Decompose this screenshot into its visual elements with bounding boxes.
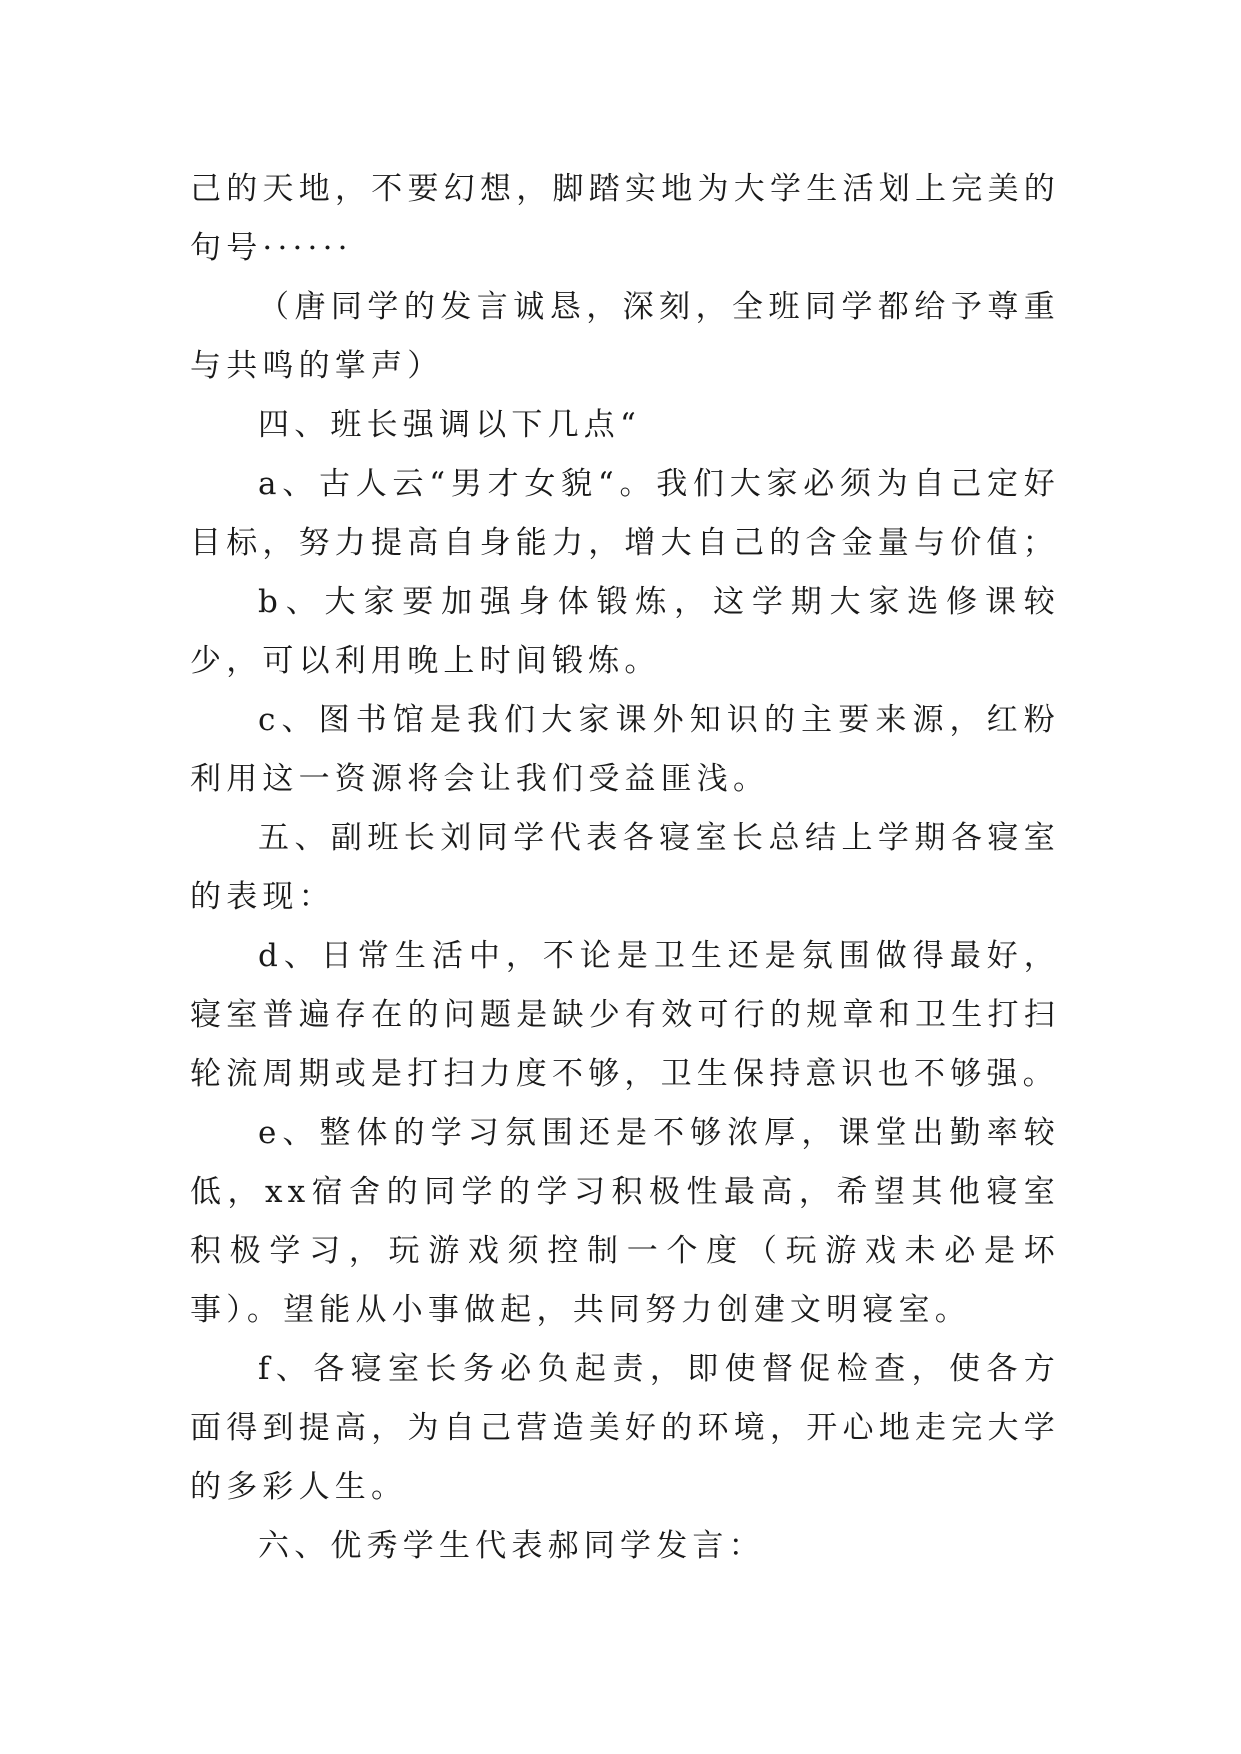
paragraph-item-a: a、古人云“男才女貌“。我们大家必须为自己定好目标，努力提高自身能力，增大自己的含金量与价值； — [190, 466, 1060, 561]
paragraph-section-five-heading: 五、副班长刘同学代表各寝室长总结上学期各寝室的表现： — [190, 820, 1060, 915]
paragraph-item-f: f、各寝室长务必负起责，即使督促检查，使各方面得到提高，为自己营造美好的环境，开心地走完大学的多彩人生。 — [190, 1351, 1060, 1505]
paragraph-continuation: 己的天地，不要幻想，脚踏实地为大学生活划上完美的句号······ — [190, 171, 1060, 266]
paragraph-item-c: c、图书馆是我们大家课外知识的主要来源，红粉利用这一资源将会让我们受益匪浅。 — [190, 702, 1060, 797]
paragraph-audience-reaction: （唐同学的发言诚恳，深刻，全班同学都给予尊重与共鸣的掌声） — [190, 289, 1060, 384]
document-body — [190, 160, 1060, 1576]
paragraph-item-b: b、大家要加强身体锻炼，这学期大家选修课较少，可以利用晚上时间锻炼。 — [190, 584, 1060, 679]
paragraph-item-e: e、整体的学习氛围还是不够浓厚，课堂出勤率较低，xx宿舍的同学的学习积极性最高，希望其他寝室积极学习，玩游戏须控制一个度（玩游戏未必是坏事）。望能从小事做起，共同努力创建文明寝室。 — [190, 1115, 1060, 1328]
paragraph-section-six-heading: 六、优秀学生代表郝同学发言： — [258, 1528, 765, 1564]
paragraph-item-d: d、日常生活中，不论是卫生还是氛围做得最好，寝室普遍存在的问题是缺少有效可行的规章和卫生打扫轮流周期或是打扫力度不够，卫生保持意识也不够强。 — [190, 938, 1060, 1092]
paragraph-section-four-heading: 四、班长强调以下几点“ — [258, 407, 642, 443]
